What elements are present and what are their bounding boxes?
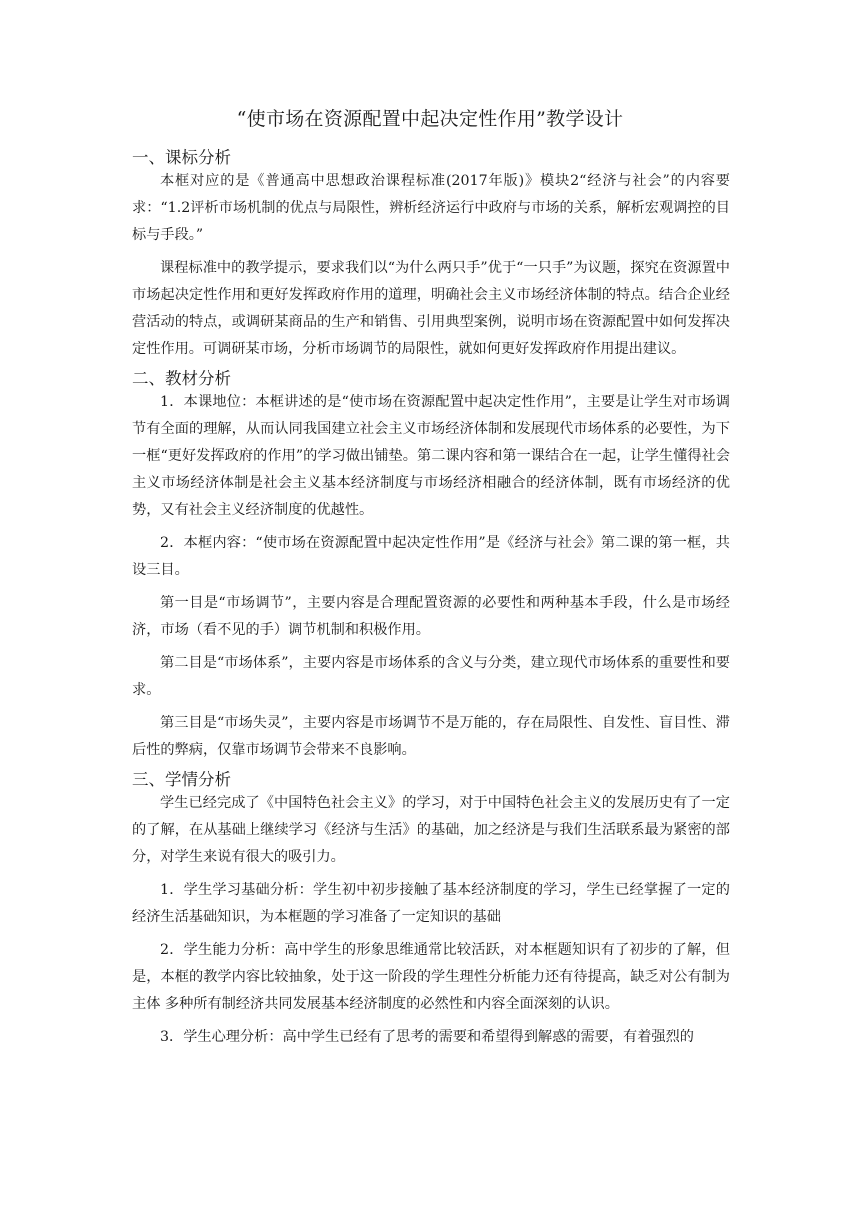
paragraph: 课程标准中的教学提示，要求我们以“为什么两只手”优于“一只手”为议题，探究在资源置中市场起决定性作用和更好发挥政府作用的道理，明确社会主义市场经济体制的特点。结合企业经营活动的特点，或调研某商品的生产和销售、引用典型案例，说明市场在资源配置中如何发挥决定性作用。可调研某市场，分析市场调节的局限性，就如何更好发挥政府作用提出建议。 bbox=[132, 260, 730, 357]
paragraph: 本框对应的是《普通高中思想政治课程标准(2017年版)》模块2“经济与社会”的内容要求：“1.2评析市场机制的优点与局限性，辨析经济运行中政府与市场的关系，解析宏观调控的目标与手段。” bbox=[132, 173, 730, 243]
section-heading: 一、课标分析 bbox=[132, 148, 231, 167]
paragraph: 2．本框内容：“使市场在资源配置中起决定性作用”是《经济与社会》第二课的第一框，共设三目。 bbox=[132, 535, 730, 578]
paragraph: 2．学生能力分析：高中学生的形象思维通常比较活跃，对本框题知识有了初步的了解，但是，本框的教学内容比较抽象，处于这一阶段的学生理性分析能力还有待提高，缺乏对公有制为主体 多种所有制经济共同发展基本经济制度的必然性和内容全面深刻的认识。 bbox=[132, 942, 730, 1012]
paragraph: 1．本课地位：本框讲述的是“使市场在资源配置中起决定性作用”，主要是让学生对市场调节有全面的理解，从而认同我国建立社会主义市场经济体制和发展现代市场体系的必要性，为下一框“更好发挥政府的作用”的学习做出铺垫。第二课内容和第一课结合在一起，让学生懂得社会主义市场经济体制是社会主义基本经济制度与市场经济相融合的经济体制，既有市场经济的优势，又有社会主义经济制度的优越性。 bbox=[132, 394, 730, 518]
paragraph: 第二目是“市场体系”，主要内容是市场体系的含义与分类，建立现代市场体系的重要性和要求。 bbox=[132, 655, 730, 698]
section-heading: 三、学情分析 bbox=[132, 770, 231, 789]
section-curriculum-analysis bbox=[132, 148, 730, 363]
section-textbook-analysis bbox=[132, 369, 730, 764]
document-body bbox=[132, 142, 730, 1057]
paragraph: 1．学生学习基础分析：学生初中初步接触了基本经济制度的学习，学生已经掌握了一定的经济生活基础知识，为本框题的学习准备了一定知识的基础 bbox=[132, 882, 730, 925]
document-title: “使市场在资源配置中起决定性作用”教学设计 bbox=[236, 108, 624, 130]
paragraph: 第一目是“市场调节”，主要内容是合理配置资源的必要性和两种基本手段，什么是市场经济，市场（看不见的手）调节机制和积极作用。 bbox=[132, 595, 730, 638]
section-student-analysis bbox=[132, 770, 730, 1051]
paragraph: 学生已经完成了《中国特色社会主义》的学习，对于中国特色社会主义的发展历史有了一定的了解，在从基础上继续学习《经济与生活》的基础，加之经济是与我们生活联系最为紧密的部分，对学生来说有很大的吸引力。 bbox=[132, 795, 730, 865]
paragraph: 3．学生心理分析：高中学生已经有了思考的需要和希望得到解惑的需要，有着强烈的 bbox=[160, 1029, 694, 1045]
paragraph: 第三目是“市场失灵”，主要内容是市场调节不是万能的，存在局限性、自发性、盲目性、滞后性的弊病，仅靠市场调节会带来不良影响。 bbox=[132, 715, 730, 758]
section-heading: 二、教材分析 bbox=[132, 369, 231, 388]
